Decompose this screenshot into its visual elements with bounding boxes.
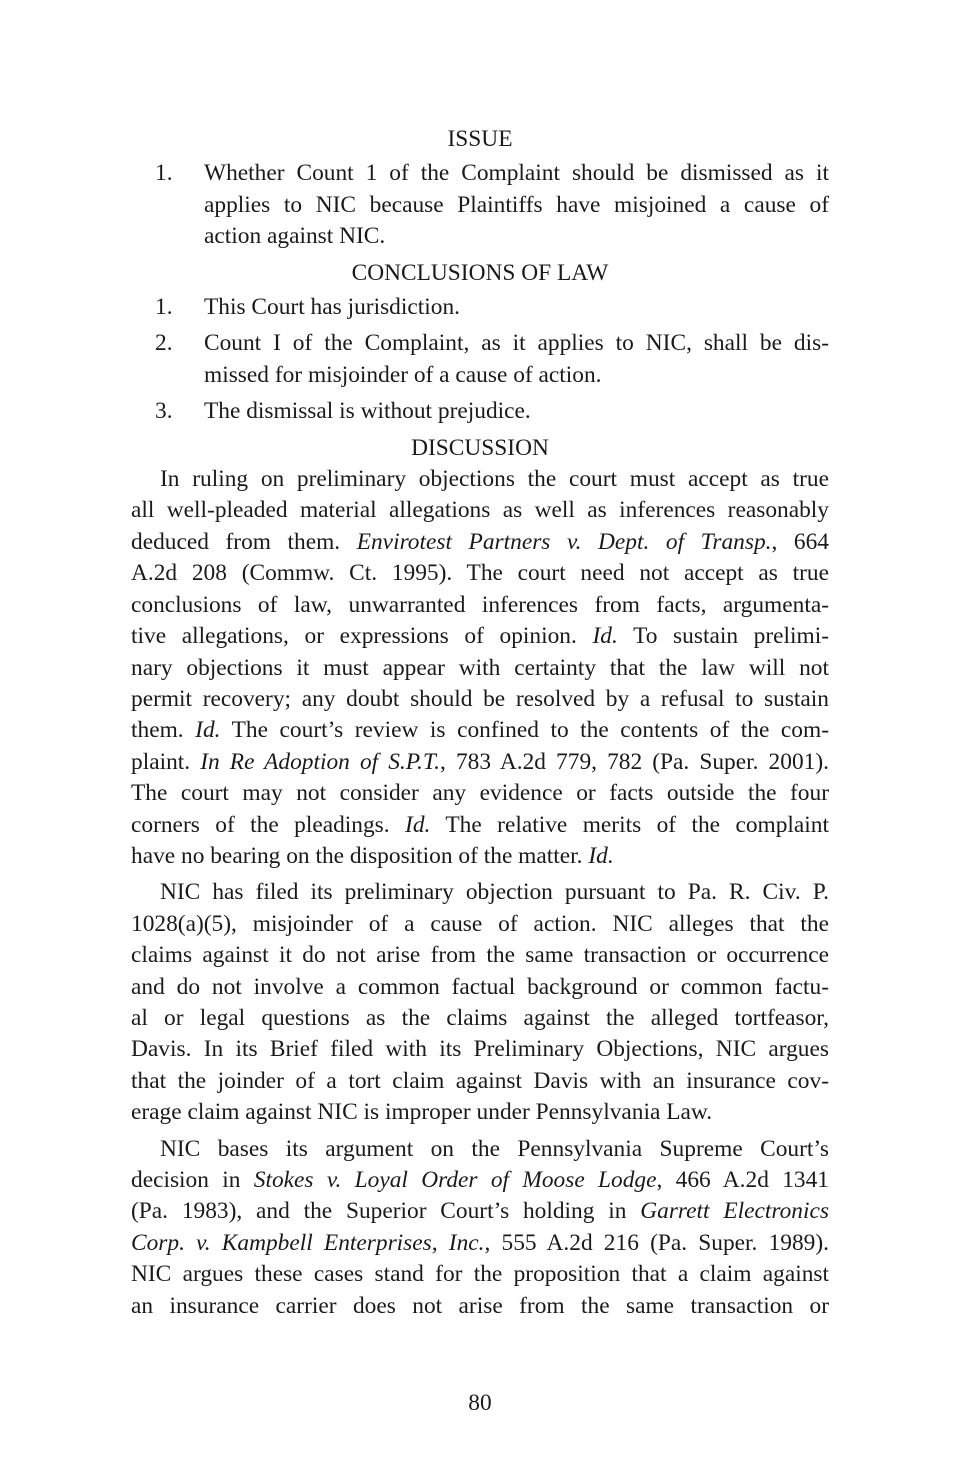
case-citation: Corp. v. Kampbell Enterprises, Inc. xyxy=(131,1229,485,1256)
paragraph-line: The court may not consider any evidence or facts outside the four xyxy=(131,780,829,807)
text-run: , 664 xyxy=(771,528,829,555)
text-run: (Pa. 1983), and the Superior Court’s holding in xyxy=(131,1198,627,1225)
text-run: The relative merits of the complaint xyxy=(445,811,829,838)
text-run: decision in xyxy=(131,1167,241,1193)
conclusion-item-line: The dismissal is without prejudice. xyxy=(204,398,531,425)
discussion-heading: DISCUSSION xyxy=(411,434,549,461)
discussion-paragraph-3 xyxy=(131,1134,829,1322)
text-run: , 466 A.2d 1341 xyxy=(656,1167,829,1193)
text-run: To sustain prelimi- xyxy=(633,623,829,650)
paragraph-line: that the joinder of a tort claim against Davis with an insurance cov- xyxy=(131,1067,829,1094)
conclusions-heading: CONCLUSIONS OF LAW xyxy=(351,259,609,286)
case-citation: Envirotest Partners v. Dept. of Transp. xyxy=(356,528,772,555)
paragraph-line: NIC has filed its preliminary objection pursuant to Pa. R. Civ. P. xyxy=(160,879,829,906)
paragraph-line: NIC argues these cases stand for the proposition that a claim against xyxy=(131,1261,829,1288)
text-run: have no bearing on the disposition of the matter. xyxy=(131,842,583,869)
paragraph-line: all well-pleaded material allegations as well as inferences reasonably xyxy=(131,497,829,524)
paragraph-line: an insurance carrier does not arise from the same transaction or xyxy=(131,1292,829,1319)
issue-item-line: action against NIC. xyxy=(204,223,386,250)
text-run: them. xyxy=(131,717,184,744)
text-run: The court’s review is confined to the contents of the com- xyxy=(231,717,829,744)
text-run: , 783 A.2d 779, 782 (Pa. Super. 2001). xyxy=(440,748,829,775)
text-run: , 555 A.2d 216 (Pa. Super. 1989). xyxy=(484,1229,829,1256)
id-citation: Id. xyxy=(405,811,431,838)
case-citation: Stokes v. Loyal Order of Moose Lodge xyxy=(253,1167,657,1193)
paragraph-line: 1028(a)(5), misjoinder of a cause of action. NIC alleges that the xyxy=(131,910,829,937)
conclusion-item-line: missed for misjoinder of a cause of action. xyxy=(204,361,602,388)
id-citation: Id. xyxy=(592,623,618,650)
paragraph-line: erage claim against NIC is improper under Pennsylvania Law. xyxy=(131,1099,713,1126)
paragraph-line xyxy=(131,841,829,872)
discussion-paragraph-2 xyxy=(131,877,829,1128)
issue-item-line: applies to NIC because Plaintiffs have misjoined a cause of xyxy=(204,191,829,218)
page-number: 80 xyxy=(468,1390,492,1416)
case-citation: In Re Adoption of S.P.T. xyxy=(200,748,441,775)
issue-item-number: 1. xyxy=(155,160,173,187)
text-run: corners of the pleadings. xyxy=(131,811,390,838)
paragraph-line: A.2d 208 (Commw. Ct. 1995). The court need not accept as true xyxy=(131,560,829,587)
document-page xyxy=(131,124,829,1327)
paragraph-line xyxy=(131,747,829,778)
conclusion-item-2 xyxy=(131,328,829,391)
paragraph-line xyxy=(131,1196,829,1227)
conclusion-item-number: 3. xyxy=(155,398,173,425)
text-run: plaint. xyxy=(131,748,191,775)
conclusion-item-3 xyxy=(131,396,829,427)
conclusion-item-line: Count I of the Complaint, as it applies to NIC, shall be dis- xyxy=(204,330,829,357)
paragraph-line: In ruling on preliminary objections the court must accept as true xyxy=(160,466,829,493)
issue-item-line: Whether Count 1 of the Complaint should be dismissed as it xyxy=(204,160,829,187)
paragraph-line: and do not involve a common factual background or common factu- xyxy=(131,973,829,1000)
issue-heading: ISSUE xyxy=(447,126,513,152)
paragraph-line: al or legal questions as the claims against the alleged tortfeasor, xyxy=(131,1004,829,1031)
paragraph-line xyxy=(131,1165,829,1196)
paragraph-line xyxy=(131,621,829,652)
text-run: tive allegations, or expressions of opinion. xyxy=(131,623,577,650)
conclusion-item-line: This Court has jurisdiction. xyxy=(204,294,460,321)
paragraph-line xyxy=(131,527,829,558)
paragraph-line xyxy=(131,810,829,841)
paragraph-line xyxy=(131,715,829,746)
id-citation: Id. xyxy=(195,717,221,744)
id-citation: Id. xyxy=(588,842,614,869)
paragraph-line: NIC bases its argument on the Pennsylvania Supreme Court’s xyxy=(160,1135,829,1162)
paragraph-line: permit recovery; any doubt should be resolved by a refusal to sustain xyxy=(131,685,829,712)
case-citation: Garrett Electronics xyxy=(640,1198,829,1225)
issue-list xyxy=(131,158,829,252)
discussion-paragraph-1 xyxy=(131,464,829,872)
text-run: deduced from them. xyxy=(131,528,341,555)
issue-item-1 xyxy=(131,158,829,252)
paragraph-line: conclusions of law, unwarranted inferences from facts, argumenta- xyxy=(131,591,829,618)
conclusion-item-1 xyxy=(131,292,829,323)
conclusions-list xyxy=(131,292,829,428)
conclusion-item-number: 2. xyxy=(155,330,173,357)
conclusion-item-number: 1. xyxy=(155,294,173,321)
paragraph-line xyxy=(131,1228,829,1259)
paragraph-line: nary objections it must appear with certainty that the law will not xyxy=(131,654,829,681)
paragraph-line: Davis. In its Brief filed with its Preliminary Objections, NIC argues xyxy=(131,1036,829,1063)
paragraph-line: claims against it do not arise from the same transaction or occurrence xyxy=(131,942,829,969)
